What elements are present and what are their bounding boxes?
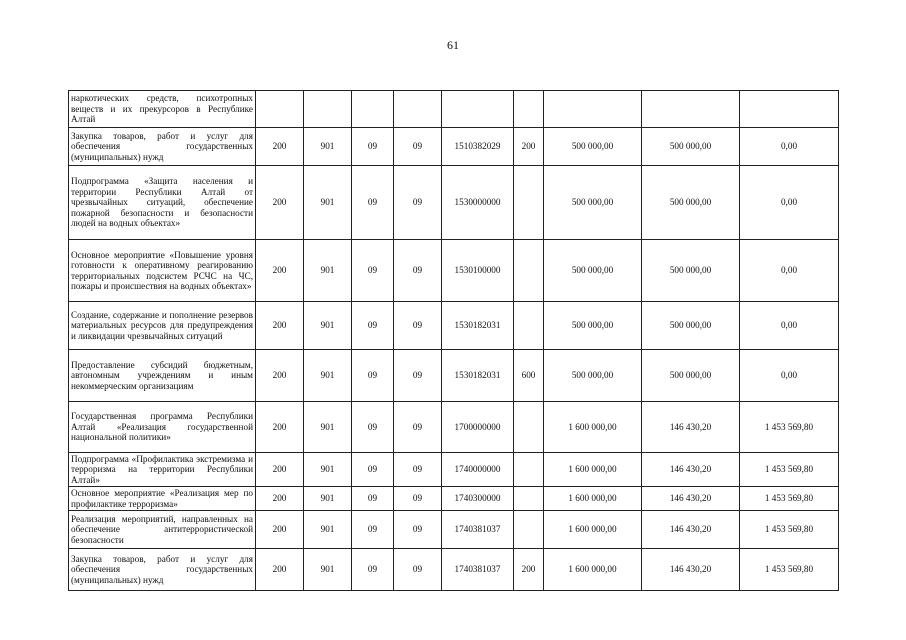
section-code: 09 [352,166,394,240]
subsection-code: 09 [394,402,442,453]
section-code: 09 [352,511,394,549]
row-name: Закупка товаров, работ и услуг для обеспечения государственных (муниципальных) нужд [69,549,256,591]
section-code: 09 [352,240,394,302]
expense-type [514,511,544,549]
subsection-code: 09 [394,166,442,240]
table-row [69,402,839,453]
expense-type [514,240,544,302]
subsection-code: 09 [394,128,442,166]
ministry-code: 901 [304,511,352,549]
approved-amount: 1 600 000,00 [544,402,642,453]
row-name: Основное мероприятие «Реализация мер по профилактике терроризма» [69,487,256,511]
remaining-amount: 1 453 569,80 [740,511,839,549]
table-row [69,350,839,402]
table-body [69,91,839,591]
expense-type: 200 [514,549,544,591]
ministry-code: 901 [304,350,352,402]
row-name: наркотических средств, психотропных веществ и их прекурсоров в Республике Алтай [69,91,256,128]
admin-code: 200 [256,128,304,166]
admin-code: 200 [256,240,304,302]
target-article: 1700000000 [442,402,514,453]
ministry-code: 901 [304,240,352,302]
table-row [69,549,839,591]
executed-amount: 146 430,20 [642,402,740,453]
page-number: 61 [447,38,459,52]
ministry-code: 901 [304,302,352,350]
approved-amount: 500 000,00 [544,128,642,166]
approved-amount: 500 000,00 [544,350,642,402]
subsection-code [394,91,442,128]
approved-amount: 500 000,00 [544,240,642,302]
remaining-amount: 0,00 [740,350,839,402]
table-row [69,166,839,240]
budget-table [68,90,839,591]
admin-code: 200 [256,453,304,487]
admin-code: 200 [256,350,304,402]
approved-amount: 1 600 000,00 [544,453,642,487]
expense-type [514,166,544,240]
ministry-code: 901 [304,402,352,453]
ministry-code: 901 [304,166,352,240]
row-name: Подпрограмма «Профилактика экстремизма и терроризма на территории Республики Алтай» [69,453,256,487]
subsection-code: 09 [394,453,442,487]
remaining-amount: 0,00 [740,166,839,240]
target-article: 1530182031 [442,350,514,402]
row-name: Реализация мероприятий, направленных на обеспечение антитеррористической безопасности [69,511,256,549]
approved-amount: 1 600 000,00 [544,487,642,511]
approved-amount: 1 600 000,00 [544,511,642,549]
expense-type: 600 [514,350,544,402]
target-article [442,91,514,128]
subsection-code: 09 [394,487,442,511]
row-name: Закупка товаров, работ и услуг для обеспечения государственных (муниципальных) нужд [69,128,256,166]
executed-amount: 146 430,20 [642,487,740,511]
executed-amount: 146 430,20 [642,511,740,549]
subsection-code: 09 [394,549,442,591]
remaining-amount: 1 453 569,80 [740,453,839,487]
row-name: Подпрограмма «Защита населения и территории Республики Алтай от чрезвычайных ситуаций, обеспечение пожарной безопасности и безопасности людей на водных объектах» [69,166,256,240]
remaining-amount: 0,00 [740,128,839,166]
table-row [69,511,839,549]
approved-amount: 1 600 000,00 [544,549,642,591]
remaining-amount: 0,00 [740,302,839,350]
target-article: 1530100000 [442,240,514,302]
admin-code: 200 [256,511,304,549]
executed-amount: 146 430,20 [642,453,740,487]
target-article: 1510382029 [442,128,514,166]
admin-code: 200 [256,487,304,511]
ministry-code: 901 [304,453,352,487]
subsection-code: 09 [394,350,442,402]
ministry-code [304,91,352,128]
admin-code: 200 [256,302,304,350]
table-row [69,128,839,166]
table-row [69,91,839,128]
table-row [69,487,839,511]
expense-type [514,487,544,511]
target-article: 1740000000 [442,453,514,487]
target-article: 1740300000 [442,487,514,511]
expense-type [514,453,544,487]
subsection-code: 09 [394,302,442,350]
expense-type [514,302,544,350]
executed-amount: 500 000,00 [642,302,740,350]
remaining-amount: 0,00 [740,240,839,302]
table-row [69,240,839,302]
admin-code: 200 [256,549,304,591]
section-code: 09 [352,453,394,487]
section-code: 09 [352,487,394,511]
section-code: 09 [352,302,394,350]
executed-amount: 146 430,20 [642,549,740,591]
executed-amount: 500 000,00 [642,166,740,240]
executed-amount [642,91,740,128]
table-row [69,302,839,350]
row-name: Предоставление субсидий бюджетным, автономным учреждениям и иным некоммерческим организациям [69,350,256,402]
row-name: Государственная программа Республики Алтай «Реализация государственной национальной политики» [69,402,256,453]
ministry-code: 901 [304,549,352,591]
row-name: Создание, содержание и пополнение резервов материальных ресурсов для предупреждения и ликвидации чрезвычайных ситуаций [69,302,256,350]
admin-code: 200 [256,402,304,453]
table-row [69,453,839,487]
section-code: 09 [352,128,394,166]
ministry-code: 901 [304,128,352,166]
target-article: 1530182031 [442,302,514,350]
ministry-code: 901 [304,487,352,511]
admin-code [256,91,304,128]
subsection-code: 09 [394,511,442,549]
admin-code: 200 [256,166,304,240]
expense-type [514,402,544,453]
target-article: 1740381037 [442,549,514,591]
section-code: 09 [352,549,394,591]
section-code [352,91,394,128]
remaining-amount: 1 453 569,80 [740,549,839,591]
section-code: 09 [352,350,394,402]
expense-type [514,91,544,128]
approved-amount: 500 000,00 [544,302,642,350]
expense-type: 200 [514,128,544,166]
executed-amount: 500 000,00 [642,350,740,402]
executed-amount: 500 000,00 [642,240,740,302]
row-name: Основное мероприятие «Повышение уровня готовности к оперативному реагированию территориальных подсистем РСЧС на ЧС, пожары и происшествия на водных объектах» [69,240,256,302]
remaining-amount: 1 453 569,80 [740,402,839,453]
target-article: 1740381037 [442,511,514,549]
target-article: 1530000000 [442,166,514,240]
subsection-code: 09 [394,240,442,302]
executed-amount: 500 000,00 [642,128,740,166]
section-code: 09 [352,402,394,453]
remaining-amount: 1 453 569,80 [740,487,839,511]
approved-amount: 500 000,00 [544,166,642,240]
approved-amount [544,91,642,128]
remaining-amount [740,91,839,128]
